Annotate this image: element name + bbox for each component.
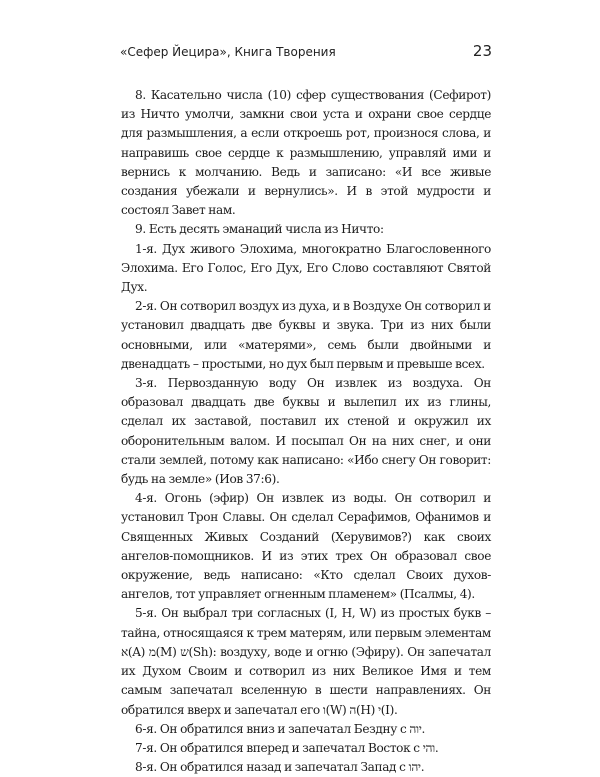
paragraph-emanation-3: 3-я. Первозданную воду Он извлек из воздуха. Он образовал двадцать две буквы и вылепил их из глины, сделал их заставой, поставил их стеной и окружил их оборонительным валом. И посыпал Он на них снег, и они стали землей, потому как написано: «Ибо снегу Он говорит: будь на земле» (Иов 37:6). (121, 376, 491, 487)
paragraph-emanation-8: 8-я. Он обратился назад и запечатал Запад с יהו. (135, 760, 425, 775)
paragraph-8: 8. Касательно числа (10) сфер существования (Сефирот) из Ничто умолчи, замкни свои уста и охрани свое сердце для размышления, а если откроешь рот, произнося слова, и направишь свое сердце к размышлению, управляй ими и вернись к молчанию. Ведь и записано: «И все живые создания убежали и вернулись». И в этой мудрости и состоял Завет нам. (121, 88, 491, 218)
running-title: «Сефер Йецира», Книга Творения (120, 45, 336, 59)
page-number: 23 (472, 42, 492, 60)
page-body (121, 86, 491, 777)
paragraph-emanation-5: 5-я. Он выбрал три согласных (I, H, W) из простых букв – тайна, относящаяся к трем матерям, или первым элементам א(A) מ(M) ש(Sh): воздуху, воде и огню (Эфиру). Он запечатал их Духом Своим и сотворил из них Великое Имя и тем самым запечатал вселенную в шести направлениях. Он обратился вверх и запечатал его ו(W) ה(H) י(I). (121, 606, 491, 717)
paragraph-emanation-2: 2-я. Он сотворил воздух из духа, и в Воздухе Он сотворил и установил двадцать две буквы и звука. Три из них были основными, или «матерями», семь были двойными и двенадцать – простыми, но дух был первым и превыше всех. (121, 299, 491, 371)
paragraph-emanation-6: 6-я. Он обратился вниз и запечатал Бездну с יוה. (135, 721, 426, 736)
paragraph-emanation-7: 7-я. Он обратился вперед и запечатал Восток с והי. (135, 740, 439, 755)
running-header (120, 42, 492, 70)
paragraph-9: 9. Есть десять эманаций числа из Ничто: (135, 222, 384, 237)
paragraph-emanation-1: 1-я. Дух живого Элохима, многократно Благословенного Элохима. Его Голос, Его Дух, Его Слово составляют Святой Дух. (121, 241, 491, 295)
paragraph-emanation-4: 4-я. Огонь (эфир) Он извлек из воды. Он сотворил и установил Трон Славы. Он сделал Серафимов, Офанимов и Священных Живых Созданий (Херувимов?) как своих ангелов-помощников. И из этих трех Он образовал свое окружение, ведь написано: «Кто сделал Своих духов-ангелов, тот управляет огненным пламенем» (Псалмы, 4). (121, 491, 491, 602)
